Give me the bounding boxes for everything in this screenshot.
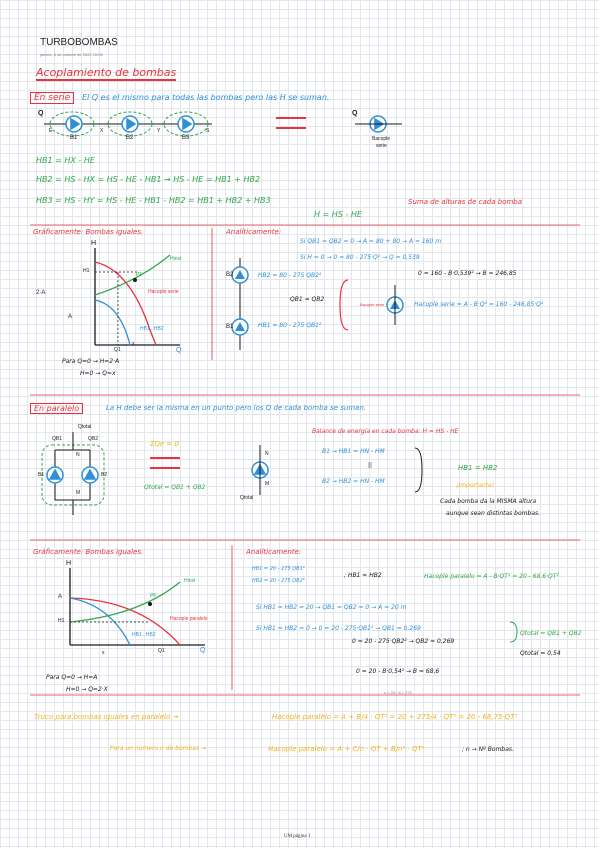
serie-anal-coupled: Bacople serie: [360, 302, 385, 307]
serie-node-s: S: [206, 128, 210, 134]
paralelo-total-eq: Qtotal = QB1 + QB2: [144, 484, 206, 491]
serie-anal-b2: HB2 = 80 - 275 QB2²: [258, 272, 322, 279]
paralelo-label-b2: B2: [101, 472, 108, 478]
truco-label: Truco para bombas iguales en paralelo →: [34, 713, 179, 721]
paralelo-graf-h1: H1: [58, 618, 65, 624]
paralelo-balance-result: HB1 = HB2: [458, 464, 498, 472]
paralelo-balance-b1: B1 → HB1 = HN - HM: [322, 448, 385, 455]
page-title: TURBOBOMBAS: [40, 37, 118, 48]
paralelo-anal-eq: ; HB1 = HB2: [344, 572, 382, 579]
paralelo-graf-hb: HB1 , HB2: [132, 632, 156, 638]
general-note: ; n → Nº Bombas.: [462, 746, 514, 753]
serie-eq3-sub: H = HS - HE: [314, 210, 362, 219]
serie-anal-line-1: Si QB1 = QB2 = 0 → A = 80 + 80 → A = 160 m: [300, 238, 442, 245]
paralelo-anal-l1: Si HB1 = HB2 = 20 → QB1 = QB2 = 0 → A = 20 m: [256, 604, 407, 611]
serie-anal-line-3: 0 = 160 - B·0,539² → B = 246,85: [418, 270, 517, 277]
serie-graf-note1: Para Q=0 → H=2·A: [62, 358, 120, 365]
paralelo-label-qtotal: Qtotal: [78, 424, 92, 430]
paralelo-anal-qtotal: Qtotal = QB1 + QB2: [520, 630, 582, 637]
serie-eq1: HB1 = HX - HE: [36, 156, 95, 165]
serie-graf-note2: H=0 → Q=x: [80, 370, 116, 377]
paralelo-graf-title: Gráficamente: Bombas iguales.: [33, 548, 144, 556]
serie-graf-axis-h: H: [91, 240, 97, 247]
paralelo-single-n: N: [265, 451, 269, 457]
serie-eq3-note: Suma de alturas de cada bomba: [408, 198, 522, 206]
serie-graf-pf: PF: [136, 272, 143, 278]
paralelo-graf-hacople: Hacople paralelo: [170, 616, 208, 622]
serie-coupled-q: Q: [352, 110, 358, 117]
paralelo-label-qb2: QB2: [88, 436, 99, 442]
serie-q-label: Q: [38, 110, 44, 117]
serie-anal-result: Hacople serie = A - B·Q² = 160 - 246,85·Q²: [414, 301, 544, 308]
serie-graf-q1: Q1: [114, 347, 121, 353]
paralelo-graf-q1: Q1: [158, 648, 165, 654]
paralelo-anal-qval: Qtotal = 0,54: [520, 650, 561, 657]
paralelo-balance-important: ¡Importante!: [456, 482, 495, 489]
paralelo-single-qtotal: Qtotal: [240, 495, 254, 501]
serie-graf-axis-q: Q: [176, 347, 182, 354]
paralelo-balance-b2: B2 → HB2 = HN - HM: [322, 478, 385, 485]
serie-anal-b1-label: B1: [226, 324, 234, 330]
serie-anal-title: Analíticamente:: [226, 228, 282, 236]
paralelo-label-b1: B1: [38, 472, 45, 478]
serie-graf-h1: H1: [83, 268, 90, 274]
paralelo-graf-pf: PF: [150, 593, 157, 599]
paralelo-anal-hb1: HB1 = 20 - 275 QB1²: [252, 566, 305, 572]
serie-anal-line-2: Si H = 0 → 0 = 80 - 275·Q² → Q = 0,539: [300, 254, 420, 261]
serie-node-y: Y: [157, 128, 161, 134]
paralelo-graf-axis-h: H: [66, 560, 72, 567]
serie-pump-label-3: B3: [182, 135, 190, 141]
serie-anal-b2-label: B2: [226, 272, 234, 278]
paralelo-label-m: M: [76, 490, 81, 496]
paralelo-statement: La H debe ser la misma en un punto pero los Q de cada bomba se suman.: [106, 404, 367, 412]
serie-pump-label-1: B1: [70, 135, 78, 141]
serie-graf-a: A: [68, 314, 73, 320]
serie-tag: En serie: [30, 92, 74, 104]
truco-eq: Hacople paralelo = A + B/4 · QT² = 20 + 275/4 · QT² = 20 - 68,75·QT²: [272, 713, 518, 721]
serie-eq3: HB3 = HS - HY = HS - HE - HB1 - HB2 = HB1 + HB2 + HB3: [36, 196, 271, 205]
page-footer: UM página 1: [284, 834, 311, 839]
paralelo-graf-axis-q: Q: [200, 647, 206, 654]
serie-node-e: E: [49, 128, 53, 134]
paralelo-balance-title: Balance de energía en cada bomba: H = HS - HE: [312, 428, 459, 435]
paralelo-anal-result: Hacople paralelo = A - B·QT² = 20 - 68,6·QT²: [424, 573, 559, 580]
serie-graf-hinst: Hinst: [170, 256, 182, 262]
paralelo-graf-x: x: [102, 650, 105, 656]
paralelo-graf-note2: H=0 → Q=2·X: [66, 686, 108, 693]
serie-graf-2a: 2·A: [36, 290, 46, 296]
paralelo-tag: En paralelo: [30, 403, 83, 414]
paralelo-sum-eq: ΣQe = 0: [150, 440, 180, 448]
paralelo-graf-note1: Para Q=0 → H=A: [46, 674, 98, 681]
paralelo-label-n: N: [76, 452, 80, 458]
paralelo-balance-eq: ||: [368, 462, 373, 469]
paralelo-side-note: c = 20 / a = 275: [384, 690, 412, 695]
paralelo-balance-note1: Cada bomba da la MISMA altura: [440, 498, 537, 505]
paralelo-graf-a: A: [58, 594, 63, 600]
serie-graf-x: x: [132, 341, 135, 347]
paralelo-balance-note2: aunque sean distintas bombas.: [446, 510, 541, 517]
serie-graf-hacople: Hacople serie: [148, 289, 179, 295]
serie-node-x: X: [100, 128, 104, 134]
paralelo-anal-l2a: Si HB1 = HB2 = 0 → 0 = 20 - 275·QB1² → QB1 = 0,269: [256, 625, 421, 632]
serie-anal-b1: HB1 = 80 - 275 QB1²: [258, 322, 322, 329]
serie-coupled-label-1: Bacople: [372, 136, 391, 142]
section-title: Acoplamiento de bombas: [36, 66, 177, 79]
paralelo-single-m: M: [265, 481, 270, 487]
page-meta: jueves, 6 de octubre de 2022 10:05: [40, 52, 103, 57]
serie-anal-q: QB1 = QB2: [290, 296, 325, 303]
serie-pump-label-2: B2: [126, 135, 134, 141]
paralelo-label-qb1: QB1: [52, 436, 63, 442]
serie-graf-title: Gráficamente: Bombas iguales.: [33, 228, 144, 236]
general-eq: Hacople paralelo = A + C/n · QT + B/n² · QT²: [268, 745, 425, 753]
paralelo-graf-hinst: Hinst: [184, 578, 196, 584]
paralelo-anal-hb2: HB2 = 20 - 275 QB2²: [252, 578, 305, 584]
paralelo-anal-l3: 0 = 20 - B·0,54² → B = 68,6: [356, 668, 440, 675]
serie-coupled-label-2: serie: [376, 143, 387, 149]
serie-graf-hb: HB1 , HB2: [140, 326, 164, 332]
paralelo-anal-l2b: 0 = 20 - 275·QB2² → QB2 = 0,269: [352, 638, 455, 645]
general-label: Para un número n de bombas →: [110, 745, 207, 752]
serie-statement: El Q es el mismo para todas las bombas pero las H se suman.: [82, 93, 330, 102]
serie-eq2: HB2 = HS - HX = HS - HE - HB1 → HS - HE = HB1 + HB2: [36, 175, 261, 184]
paralelo-anal-title: Analíticamente:: [246, 548, 302, 556]
serie-graph: [95, 248, 180, 345]
